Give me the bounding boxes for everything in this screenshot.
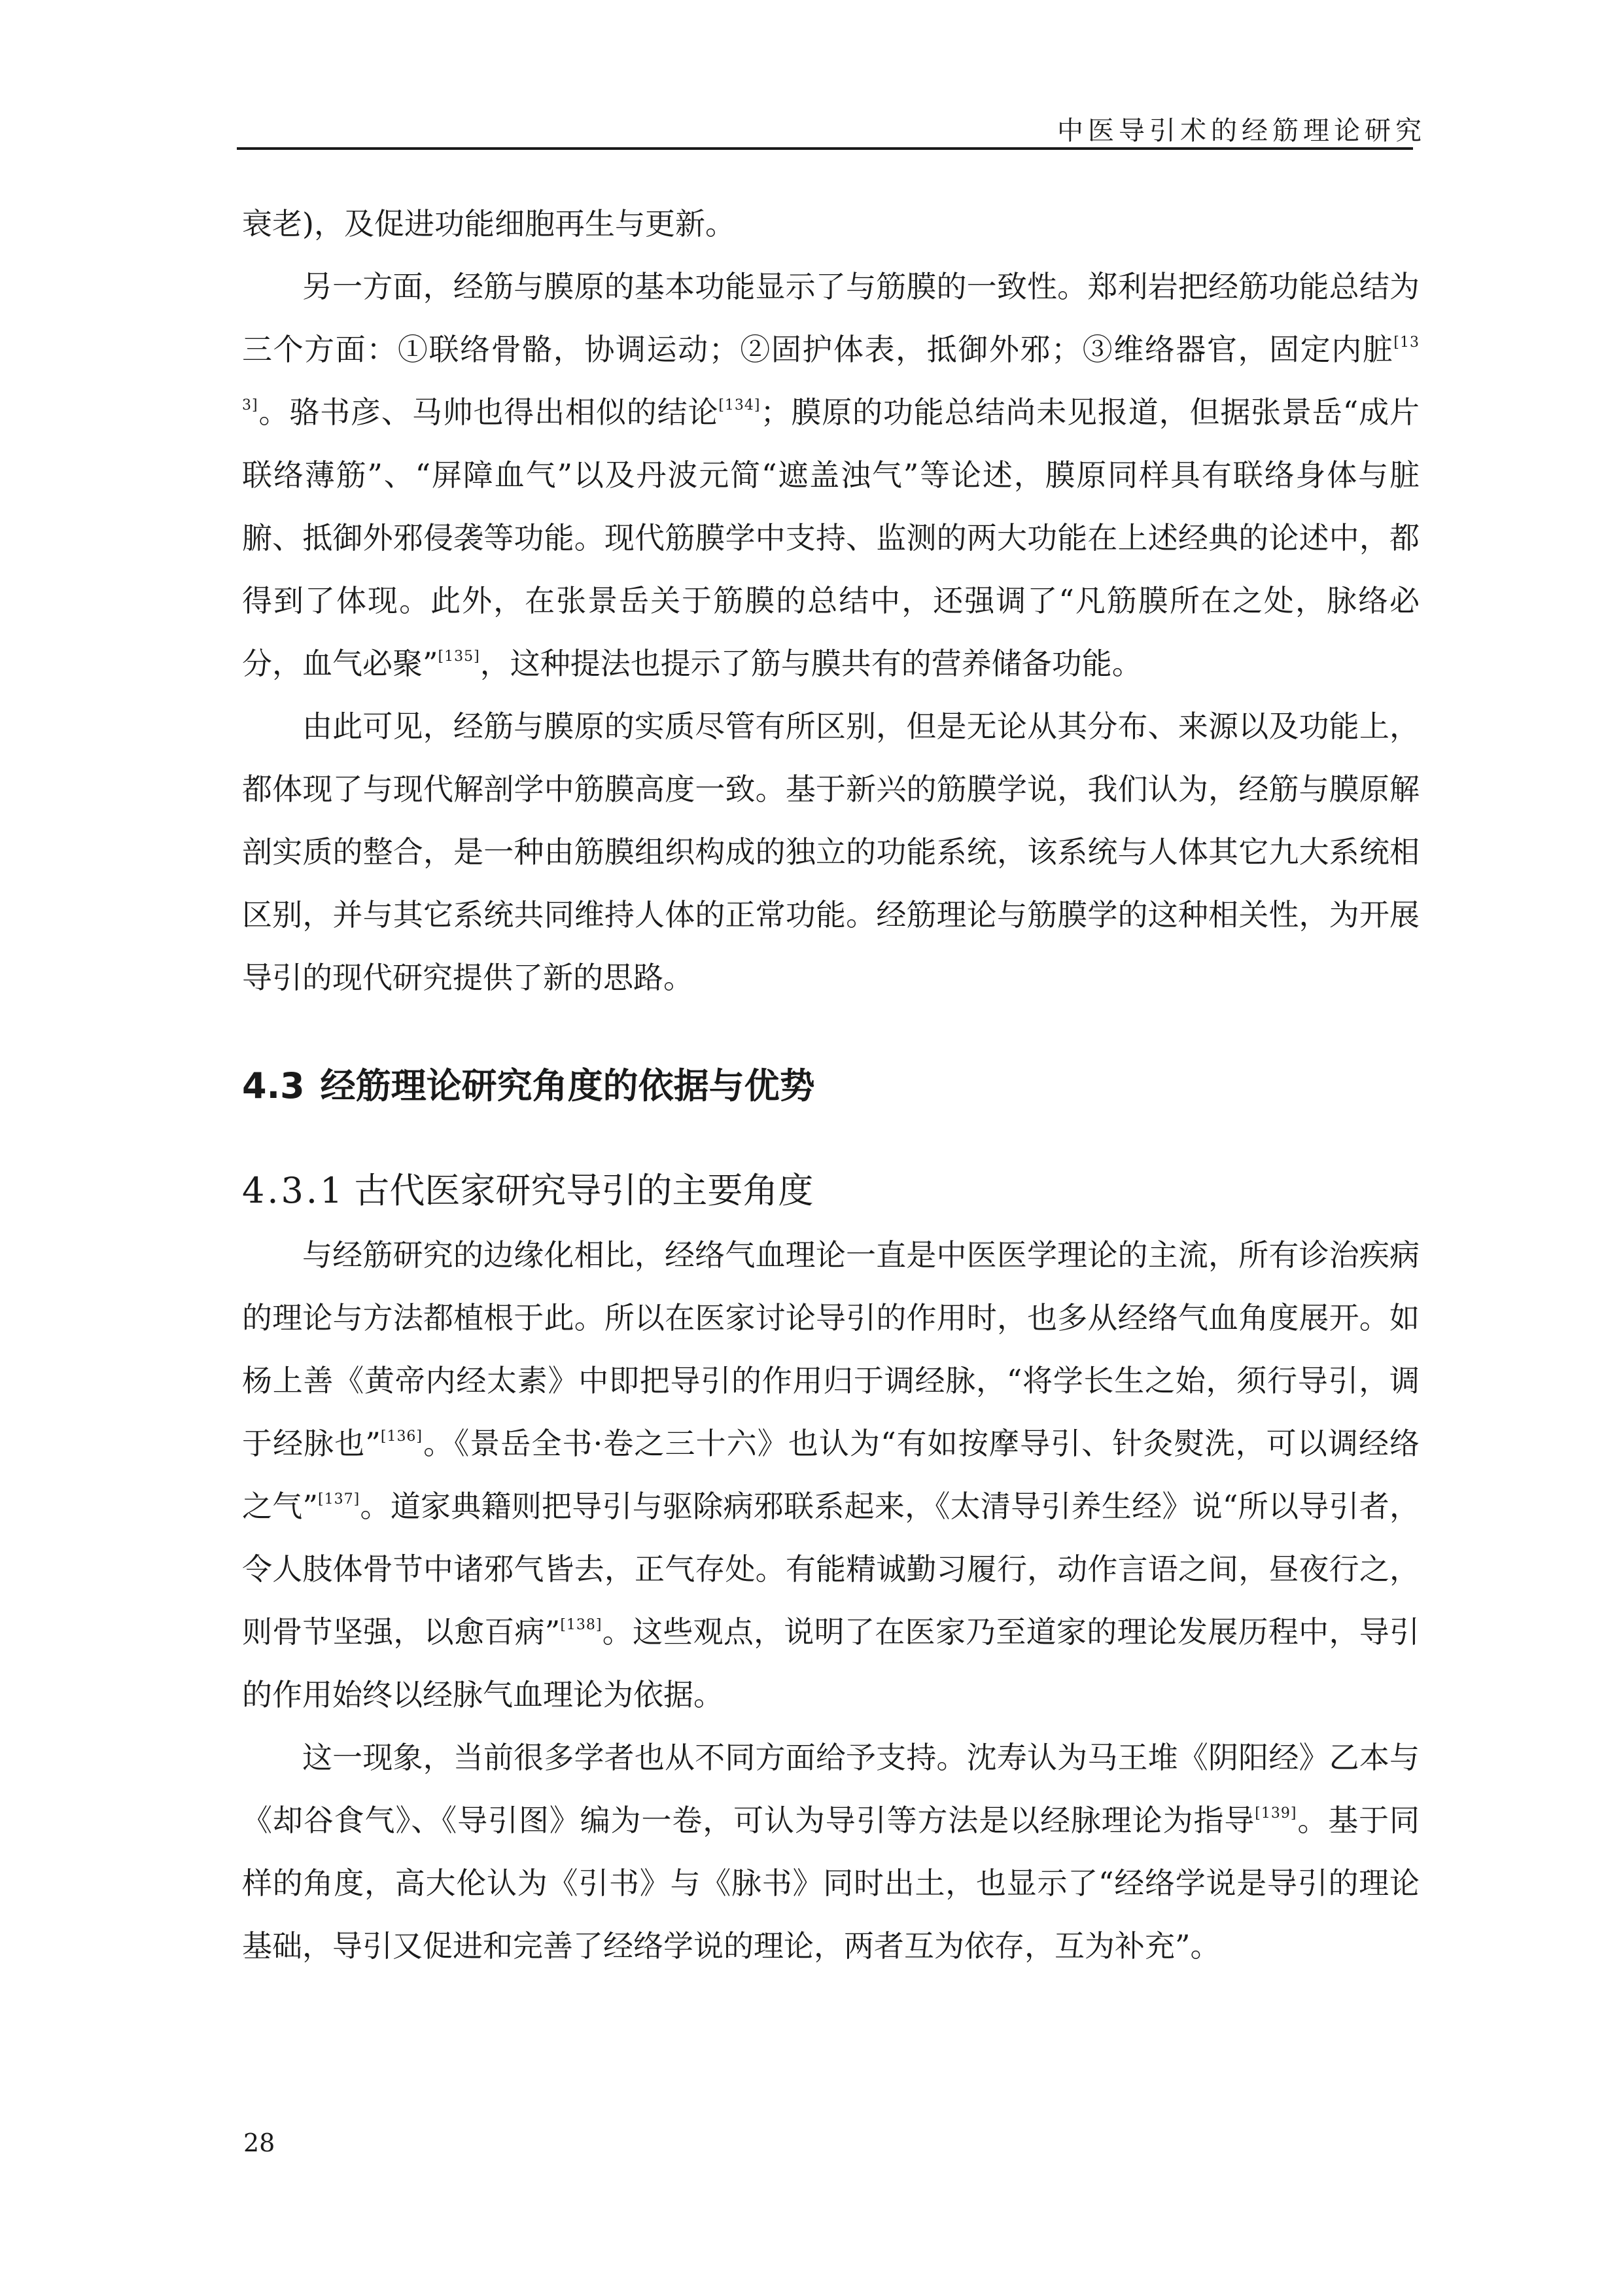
paragraph-text: 。这些观点，说明了在医家乃至道家的理论发展历程中，导引的作用始终以经脉气血理论为依据。	[242, 1614, 1420, 1712]
paragraph-ancient-views	[242, 1224, 1420, 1726]
paragraph-text: 这一现象，当前很多学者也从不同方面给予支持。沈寿认为马王堆《阴阳经》乙本与《却谷食气》、《导引图》编为一卷，可认为导引等方法是以经脉理论为指导	[242, 1740, 1420, 1838]
paragraph-functions	[242, 255, 1420, 695]
paragraph-text: 与经筋研究的边缘化相比，经络气血理论一直是中医医学理论的主流，所有诊治疾病的理论与方法都植根于此。所以在医家讨论导引的作用时，也多从经络气血角度展开。如杨上善《黄帝内经太素》中即把导引的作用归于调经脉，“将学长生之始，须行导引，调于经脉也”	[242, 1237, 1420, 1461]
citation-136: [136]	[380, 1428, 423, 1445]
section-title: 经筋理论研究角度的依据与优势	[320, 1065, 815, 1106]
paragraph-text: 衰老)，及促进功能细胞再生与更新。	[242, 206, 735, 241]
citation-137: [137]	[318, 1491, 360, 1508]
subsection-number: 4.3.1	[242, 1170, 345, 1211]
paragraph-text: 另一方面，经筋与膜原的基本功能显示了与筋膜的一致性。郑利岩把经筋功能总结为三个方面：①联络骨骼，协调运动；②固护体表，抵御外邪；③维络器官，固定内脏	[242, 269, 1420, 367]
paragraph-text: ，这种提法也提示了筋与膜共有的营养储备功能。	[480, 646, 1142, 681]
header-rule	[237, 147, 1413, 150]
citation-135: [135]	[438, 648, 480, 665]
subsection-title: 古代医家研究导引的主要角度	[354, 1170, 814, 1211]
page-number: 28	[243, 2128, 275, 2157]
citation-134: [134]	[718, 397, 761, 414]
citation-139: [139]	[1255, 1805, 1297, 1822]
section-number: 4.3	[242, 1065, 305, 1106]
citation-138: [138]	[560, 1617, 602, 1633]
paragraph-modern-scholars	[242, 1726, 1420, 1977]
paragraph-text: ；膜原的功能总结尚未见报道，但据张景岳“成片联络薄筋”、“屏障血气”以及丹波元简“遮盖浊气”等论述，膜原同样具有联络身体与脏腑、抵御外邪侵袭等功能。现代筋膜学中支持、监测的两大功能在上述经典的论述中，都得到了体现。此外，在张景岳关于筋膜的总结中，还强调了“凡筋膜所在之处，脉络必分，血气必聚”	[242, 395, 1420, 681]
paragraph-text: 。《景岳全书·卷之三十六》也认为“有如按摩导引、针灸熨洗，可以调经络之气”	[242, 1426, 1420, 1524]
paragraph-text: 。道家典籍则把导引与驱除病邪联系起来，《太清导引养生经》说“所以导引者，令人肢体骨节中诸邪气皆去，正气存处。有能精诚勤习履行，动作言语之间，昼夜行之，则骨节坚强，以愈百病”	[242, 1489, 1420, 1650]
running-header: 中医导引术的经筋理论研究	[1057, 116, 1426, 146]
body-text	[242, 192, 1420, 1977]
paragraph-text: 。骆书彦、马帅也得出相似的结论	[258, 395, 719, 430]
citation-133: [133]	[242, 334, 1420, 414]
paragraph-continued	[242, 192, 1420, 255]
subsection-heading	[242, 1158, 1420, 1224]
paragraph-conclusion	[242, 695, 1420, 1009]
paragraph-text: 。基于同样的角度，高大伦认为《引书》与《脉书》同时出土，也显示了“经络学说是导引的理论基础，导引又促进和完善了经络学说的理论，两者互为依存，互为补充”。	[242, 1803, 1420, 1964]
paragraph-text: 由此可见，经筋与膜原的实质尽管有所区别，但是无论从其分布、来源以及功能上，都体现了与现代解剖学中筋膜高度一致。基于新兴的筋膜学说，我们认为，经筋与膜原解剖实质的整合，是一种由筋膜组织构成的独立的功能系统，该系统与人体其它九大系统相区别，并与其它系统共同维持人体的正常功能。经筋理论与筋膜学的这种相关性，为开展导引的现代研究提供了新的思路。	[242, 709, 1420, 995]
section-heading	[242, 1053, 1420, 1119]
